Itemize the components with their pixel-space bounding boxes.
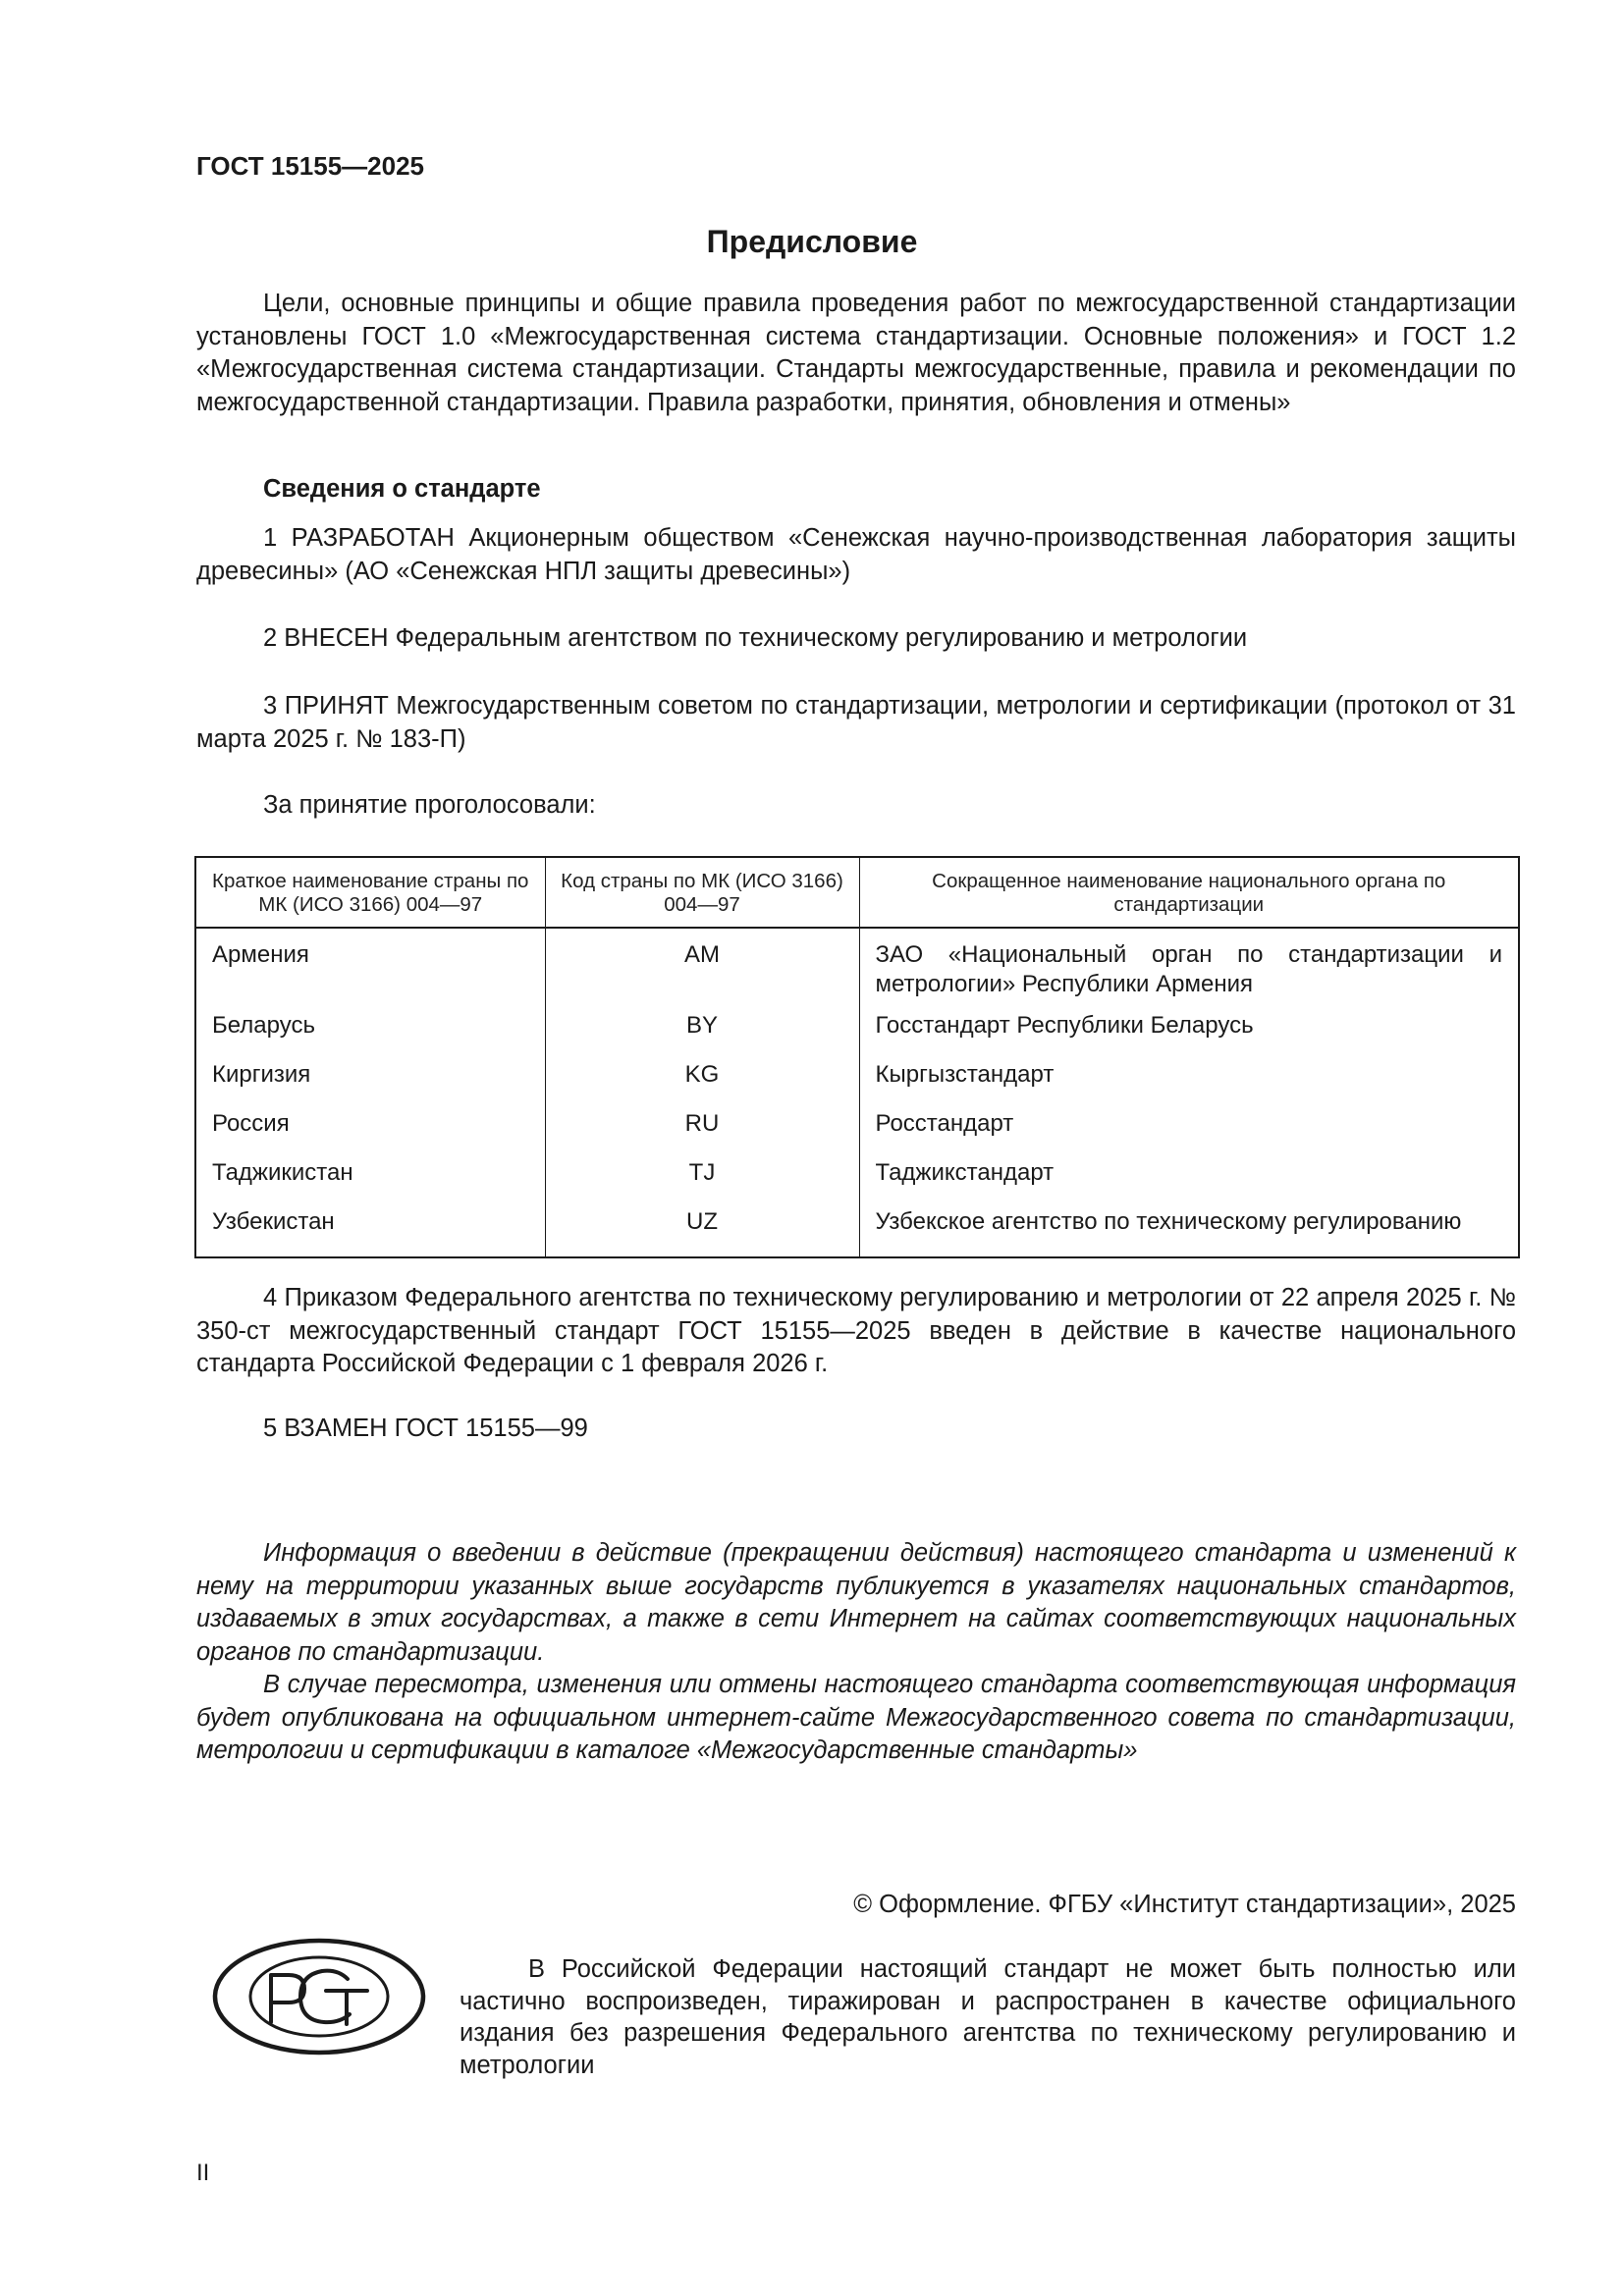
organization-cell: Госстандарт Республики Беларусь (859, 1007, 1519, 1056)
item-submitted: 2 ВНЕСЕН Федеральным агентством по техническому регулированию и метрологии (263, 624, 1248, 652)
table-row (195, 928, 1519, 1007)
organization-cell: Таджикстандарт (859, 1154, 1519, 1203)
item-adopted: 3 ПРИНЯТ Межгосударственным советом по стандартизации, метрологии и сертификации (протокол от 31 марта 2025 г. № 183-П) (196, 692, 1516, 753)
country-code-cell: AM (545, 928, 859, 1007)
info-heading: Сведения о стандарте (263, 475, 541, 503)
country-cell: Узбекистан (195, 1203, 545, 1257)
intro-paragraph: Цели, основные принципы и общие правила проведения работ по межгосударственной стандартизации установлены ГОСТ 1.0 «Межгосударственная система стандартизации. Основные положения» и ГОСТ 1.2 «Межгосударственная система стандартизации. Стандарты межгосударственные, правила и рекомендации по межгосударственной стандартизации. Правила разработки, принятия, обновления и отмены» (196, 290, 1516, 416)
country-code-cell: UZ (545, 1203, 859, 1257)
document-code: ГОСТ 15155—2025 (196, 151, 424, 181)
organization-cell: Росстандарт (859, 1105, 1519, 1154)
voted-label: За принятие проголосовали: (263, 791, 596, 819)
member-states-table (194, 856, 1520, 1258)
page-number: II (196, 2160, 210, 2186)
country-code-cell: KG (545, 1056, 859, 1105)
item-enacted: 4 Приказом Федерального агентства по техническому регулированию и метрологии от 22 апреля 2025 г. № 350-ст межгосударственный стандарт ГОСТ 15155—2025 введен в действие в качестве национального стандарта Российской Федерации с 1 февраля 2026 г. (196, 1284, 1516, 1377)
organization-cell: Кыргызстандарт (859, 1056, 1519, 1105)
country-cell: Россия (195, 1105, 545, 1154)
page-title: Предисловие (706, 224, 918, 259)
country-code-cell: TJ (545, 1154, 859, 1203)
country-cell: Беларусь (195, 1007, 545, 1056)
item-developed: 1 РАЗРАБОТАН Акционерным обществом «Сенежская научно-производственная лаборатория защиты древесины» (АО «Сенежская НПЛ защиты древесины») (196, 524, 1516, 585)
item-replaces: 5 ВЗАМЕН ГОСТ 15155—99 (263, 1415, 588, 1442)
info-note-revision: В случае пересмотра, изменения или отмены настоящего стандарта соответствующая информация будет опубликована на официальном интернет-сайте Межгосударственного совета по стандартизации, метрологии и сертификации в каталоге «Межгосударственные стандарты» (196, 1671, 1516, 1764)
rst-certification-logo-icon (210, 1936, 428, 2057)
table-header-row (195, 857, 1519, 928)
table-row (195, 1154, 1519, 1203)
table-row (195, 1105, 1519, 1154)
country-code-cell: RU (545, 1105, 859, 1154)
table-row (195, 1056, 1519, 1105)
table-row (195, 1007, 1519, 1056)
info-note-publication: Информация о введении в действие (прекращении действия) настоящего стандарта и изменений к нему на территории указанных выше государств публикуется в указателях национальных стандартов, издаваемых в этих государствах, а также в сети Интернет на сайтах соответствующих национальных органов по стандартизации. (196, 1539, 1516, 1666)
organization-cell: Узбекское агентство по техническому регулированию (859, 1203, 1519, 1257)
table-row (195, 1203, 1519, 1257)
country-code-cell: BY (545, 1007, 859, 1056)
copyright-line: © Оформление. ФГБУ «Институт стандартизации», 2025 (853, 1891, 1516, 1918)
country-cell: Таджикистан (195, 1154, 545, 1203)
country-cell: Киргизия (195, 1056, 545, 1105)
column-header-organization: Сокращенное наименование национального органа по стандартизации (859, 857, 1519, 928)
column-header-country: Краткое наименование страны по МК (ИСО 3166) 004—97 (195, 857, 545, 928)
column-header-code: Код страны по МК (ИСО 3166) 004—97 (545, 857, 859, 928)
copyright-notice: В Российской Федерации настоящий стандарт не может быть полностью или частично воспроизведен, тиражирован и распространен в качестве официального издания без разрешения Федерального агентства по техническому регулированию и метрологии (460, 1955, 1516, 2079)
organization-cell: ЗАО «Национальный орган по стандартизации и метрологии» Республики Армения (859, 928, 1519, 1007)
country-cell: Армения (195, 928, 545, 1007)
